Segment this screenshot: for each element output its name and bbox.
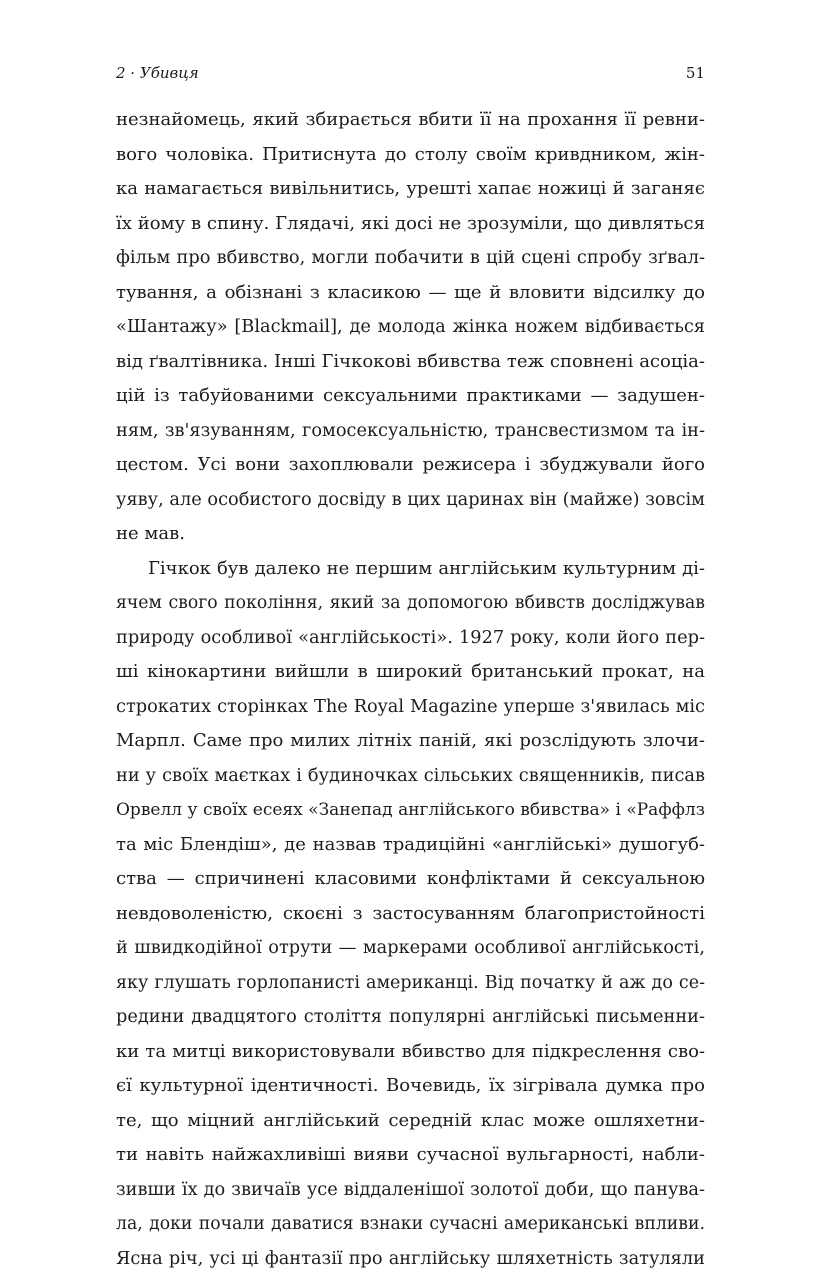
- text-line: Гічкок був далеко не першим англійським культурним ді-: [116, 552, 705, 587]
- text-line: ни у своїх маєтках і будиночках сільських священників, писав: [116, 759, 705, 794]
- text-line: ла, доки почали даватися взнаки сучасні американські впливи.: [116, 1207, 705, 1242]
- text-line: ші кінокартини вийшли в широкий британський прокат, на: [116, 655, 705, 690]
- text-line: цій із табуйованими сексуальними практиками — задушен-: [116, 379, 705, 414]
- text-line: ячем свого покоління, який за допомогою вбивств досліджував: [116, 586, 705, 621]
- text-line: те, що міцний англійський середній клас може ошляхетни-: [116, 1104, 705, 1139]
- page-number: 51: [686, 61, 705, 85]
- text-line: зивши їх до звичаїв усе віддаленішої золотої доби, що панува-: [116, 1173, 705, 1208]
- text-line: ства — спричинені класовими конфліктами й сексуальною: [116, 862, 705, 897]
- text-line: й швидкодійної отрути — маркерами особливої англійськості,: [116, 931, 705, 966]
- body-text: [116, 103, 705, 1276]
- text-line: ти навіть найжахливіші вияви сучасної вульгарності, набли-: [116, 1138, 705, 1173]
- text-line: ням, зв'язуванням, гомосексуальністю, трансвестизмом та ін-: [116, 414, 705, 449]
- text-line: тування, а обізнані з класикою — ще й вловити відсилку до: [116, 276, 705, 311]
- text-line: природу особливої «англійськості». 1927 року, коли його пер-: [116, 621, 705, 656]
- text-line: цестом. Усі вони захоплювали режисера і збуджували його: [116, 448, 705, 483]
- text-line: «Шантажу» [Blackmail], де молода жінка ножем відбивається: [116, 310, 705, 345]
- chapter-title: 2 · Убивця: [116, 61, 199, 85]
- text-line: уяву, але особистого досвіду в цих царинах він (майже) зовсім: [116, 483, 705, 518]
- text-line: невдоволеністю, скоєні з застосуванням благопристойності: [116, 897, 705, 932]
- text-line: фільм про вбивство, могли побачити в цій сцені спробу зґвал-: [116, 241, 705, 276]
- text-line: ка намагається вивільнитись, урешті хапає ножиці й заганяє: [116, 172, 705, 207]
- text-line: незнайомець, який збирається вбити її на прохання її ревни-: [116, 103, 705, 138]
- running-header: [116, 61, 705, 85]
- text-line: Ясна річ, усі ці фантазії про англійську шляхетність затуляли: [116, 1242, 705, 1276]
- text-line: їх йому в спину. Глядачі, які досі не зрозуміли, що дивляться: [116, 207, 705, 242]
- text-line: редини двадцятого століття популярні англійські письменни-: [116, 1000, 705, 1035]
- text-line: Орвелл у своїх есеях «Занепад англійського вбивства» і «Раффлз: [116, 793, 705, 828]
- text-line: від ґвалтівника. Інші Гічкокові вбивства теж сповнені асоціа-: [116, 345, 705, 380]
- text-line: Марпл. Саме про милих літніх паній, які розслідують злочи-: [116, 724, 705, 759]
- text-line: ки та митці використовували вбивство для підкреслення сво-: [116, 1035, 705, 1070]
- text-line: не мав.: [116, 517, 705, 552]
- text-line: яку глушать горлопанисті американці. Від початку й аж до се-: [116, 966, 705, 1001]
- text-line: строкатих сторінках The Royal Magazine уперше з'явилась міс: [116, 690, 705, 725]
- text-line: єї культурної ідентичності. Вочевидь, їх зігрівала думка про: [116, 1069, 705, 1104]
- text-line: та міс Блендіш», де назвав традиційні «англійські» душогуб-: [116, 828, 705, 863]
- text-line: вого чоловіка. Притиснута до столу своїм кривдником, жін-: [116, 138, 705, 173]
